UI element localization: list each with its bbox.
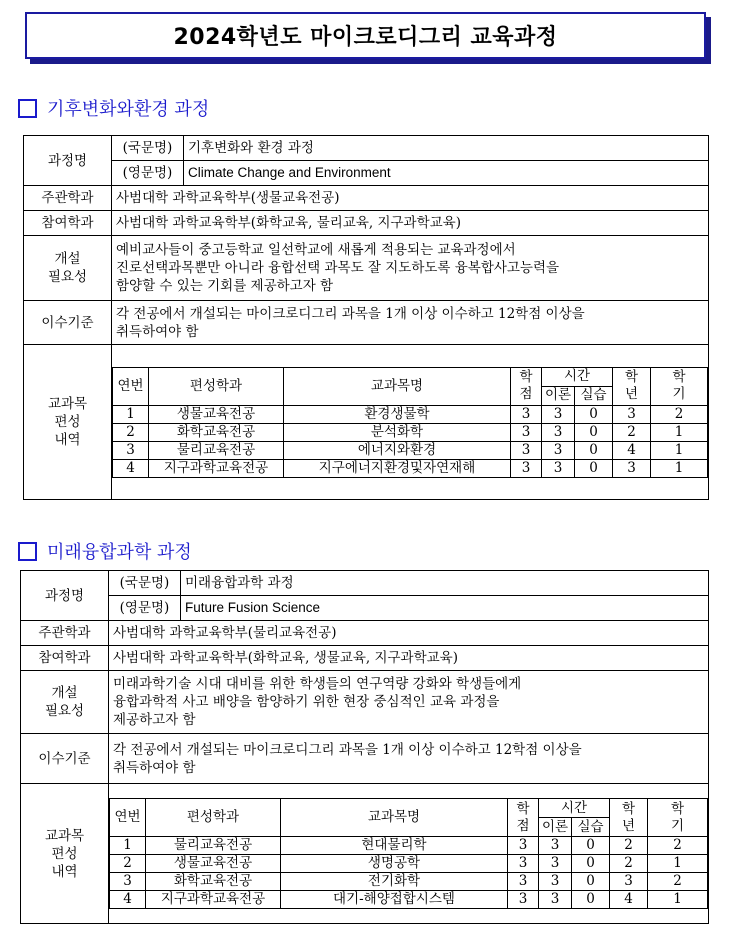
cell-credit: 3 — [511, 423, 542, 441]
cell-credit: 3 — [511, 441, 542, 459]
cell-theory: 3 — [539, 837, 572, 855]
label-necessity: 개설 필요성 — [24, 236, 112, 301]
course-table — [112, 367, 708, 478]
program-table-1 — [23, 135, 709, 500]
table-row — [113, 441, 708, 459]
cell-dept: 화학교육전공 — [149, 423, 284, 441]
cell-no: 3 — [110, 873, 146, 891]
cell-practice: 0 — [575, 459, 613, 477]
korean-name: 기후변화와 환경 과정 — [184, 136, 709, 161]
host-dept: 사범대학 과학교육학부(생물교육전공) — [112, 186, 709, 211]
col-subject-header: 교과목명 — [281, 799, 508, 837]
col-no-header: 연번 — [113, 367, 149, 405]
col-year-header: 학 년 — [610, 799, 648, 837]
cell-dept: 화학교육전공 — [146, 873, 281, 891]
cell-dept: 지구과학교육전공 — [149, 459, 284, 477]
cell-subject: 생명공학 — [281, 855, 508, 873]
label-course-name: 과정명 — [24, 136, 112, 186]
cell-semester: 1 — [648, 891, 708, 909]
cell-theory: 3 — [539, 873, 572, 891]
cell-practice: 0 — [575, 405, 613, 423]
korean-name: 미래융합과학 과정 — [181, 571, 709, 596]
label-english: (영문명) — [109, 596, 181, 621]
col-semester-header: 학 기 — [651, 367, 708, 405]
col-theory-header: 이론 — [539, 818, 572, 837]
table-row — [113, 423, 708, 441]
program-table-2 — [20, 570, 709, 924]
cell-semester: 2 — [651, 405, 708, 423]
col-theory-header: 이론 — [542, 386, 575, 405]
checkbox-square-icon — [18, 99, 37, 118]
table-row — [110, 837, 708, 855]
table-row — [113, 459, 708, 477]
cell-year: 3 — [613, 405, 651, 423]
cell-theory: 3 — [539, 855, 572, 873]
completion-text: 각 전공에서 개설되는 마이크로디그리 과목을 1개 이상 이수하고 12학점 이상을 취득하여야 함 — [112, 301, 709, 345]
cell-semester: 1 — [648, 855, 708, 873]
participating-dept: 사범대학 과학교육학부(화학교육, 물리교육, 지구과학교육) — [112, 211, 709, 236]
label-korean: (국문명) — [109, 571, 181, 596]
necessity-text: 미래과학기술 시대 대비를 위한 학생들의 연구역량 강화와 학생들에게 융합과학적 사고 배양을 함양하기 위한 현장 중심적인 교육 과정을 제공하고자 함 — [109, 671, 709, 734]
col-credit-header: 학 점 — [511, 367, 542, 405]
table-row — [110, 873, 708, 891]
label-korean: (국문명) — [112, 136, 184, 161]
col-time-header: 시간 — [542, 367, 613, 386]
table-row — [113, 405, 708, 423]
cell-no: 1 — [110, 837, 146, 855]
cell-practice: 0 — [572, 837, 610, 855]
cell-practice: 0 — [572, 891, 610, 909]
label-participating-dept: 참여학과 — [24, 211, 112, 236]
cell-semester: 1 — [651, 423, 708, 441]
label-curriculum: 교과목 편성 내역 — [24, 345, 112, 500]
cell-year: 3 — [610, 873, 648, 891]
cell-subject: 분석화학 — [284, 423, 511, 441]
cell-no: 3 — [113, 441, 149, 459]
label-course-name: 과정명 — [21, 571, 109, 621]
cell-practice: 0 — [575, 441, 613, 459]
cell-dept: 생물교육전공 — [149, 405, 284, 423]
cell-practice: 0 — [575, 423, 613, 441]
cell-no: 4 — [113, 459, 149, 477]
cell-semester: 2 — [648, 837, 708, 855]
cell-credit: 3 — [511, 459, 542, 477]
col-semester-header: 학 기 — [648, 799, 708, 837]
col-dept-header: 편성학과 — [149, 367, 284, 405]
col-credit-header: 학 점 — [508, 799, 539, 837]
english-name: Climate Change and Environment — [184, 161, 709, 186]
cell-practice: 0 — [572, 873, 610, 891]
document-title: 2024학년도 마이크로디그리 교육과정 — [173, 25, 558, 50]
col-subject-header: 교과목명 — [284, 367, 511, 405]
label-necessity: 개설 필요성 — [21, 671, 109, 734]
section-heading-1 — [18, 95, 209, 121]
section-heading-text: 미래융합과학 과정 — [47, 542, 192, 563]
cell-year: 2 — [610, 837, 648, 855]
completion-text: 각 전공에서 개설되는 마이크로디그리 과목을 1개 이상 이수하고 12학점 이상을 취득하여야 함 — [109, 734, 709, 784]
col-year-header: 학 년 — [613, 367, 651, 405]
english-name: Future Fusion Science — [181, 596, 709, 621]
cell-credit: 3 — [508, 855, 539, 873]
cell-practice: 0 — [572, 855, 610, 873]
host-dept: 사범대학 과학교육학부(물리교육전공) — [109, 621, 709, 646]
cell-credit: 3 — [511, 405, 542, 423]
cell-semester: 2 — [648, 873, 708, 891]
document-title-box — [25, 12, 706, 59]
cell-year: 3 — [613, 459, 651, 477]
cell-no: 2 — [113, 423, 149, 441]
label-curriculum: 교과목 편성 내역 — [21, 784, 109, 924]
cell-credit: 3 — [508, 837, 539, 855]
cell-subject: 전기화학 — [281, 873, 508, 891]
table-row — [110, 891, 708, 909]
col-time-header: 시간 — [539, 799, 610, 818]
label-english: (영문명) — [112, 161, 184, 186]
table-row — [110, 855, 708, 873]
col-practice-header: 실습 — [572, 818, 610, 837]
cell-subject: 지구에너지환경및자연재해 — [284, 459, 511, 477]
col-no-header: 연번 — [110, 799, 146, 837]
cell-subject: 대기-해양접합시스템 — [281, 891, 508, 909]
cell-theory: 3 — [542, 441, 575, 459]
cell-dept: 물리교육전공 — [146, 837, 281, 855]
cell-theory: 3 — [542, 459, 575, 477]
label-host-dept: 주관학과 — [24, 186, 112, 211]
cell-dept: 생물교육전공 — [146, 855, 281, 873]
curriculum-cell — [109, 784, 709, 924]
necessity-text: 예비교사들이 중고등학교 일선학교에 새롭게 적용되는 교육과정에서 진로선택과목뿐만 아니라 융합선택 과목도 잘 지도하도록 융복합사고능력을 함양할 수 있는 기회를 제공하고자 함 — [112, 236, 709, 301]
cell-dept: 지구과학교육전공 — [146, 891, 281, 909]
curriculum-cell — [112, 345, 709, 500]
cell-year: 4 — [610, 891, 648, 909]
cell-theory: 3 — [542, 405, 575, 423]
label-host-dept: 주관학과 — [21, 621, 109, 646]
cell-subject: 현대물리학 — [281, 837, 508, 855]
cell-year: 4 — [613, 441, 651, 459]
cell-subject: 환경생물학 — [284, 405, 511, 423]
cell-theory: 3 — [542, 423, 575, 441]
cell-theory: 3 — [539, 891, 572, 909]
cell-subject: 에너지와환경 — [284, 441, 511, 459]
label-completion: 이수기준 — [21, 734, 109, 784]
label-completion: 이수기준 — [24, 301, 112, 345]
col-dept-header: 편성학과 — [146, 799, 281, 837]
section-heading-2 — [18, 538, 192, 564]
course-table — [109, 798, 708, 909]
cell-no: 4 — [110, 891, 146, 909]
cell-credit: 3 — [508, 891, 539, 909]
cell-semester: 1 — [651, 441, 708, 459]
section-heading-text: 기후변화와환경 과정 — [47, 99, 210, 120]
participating-dept: 사범대학 과학교육학부(화학교육, 생물교육, 지구과학교육) — [109, 646, 709, 671]
cell-year: 2 — [610, 855, 648, 873]
cell-dept: 물리교육전공 — [149, 441, 284, 459]
cell-semester: 1 — [651, 459, 708, 477]
cell-credit: 3 — [508, 873, 539, 891]
cell-no: 1 — [113, 405, 149, 423]
cell-year: 2 — [613, 423, 651, 441]
checkbox-square-icon — [18, 542, 37, 561]
col-practice-header: 실습 — [575, 386, 613, 405]
label-participating-dept: 참여학과 — [21, 646, 109, 671]
cell-no: 2 — [110, 855, 146, 873]
